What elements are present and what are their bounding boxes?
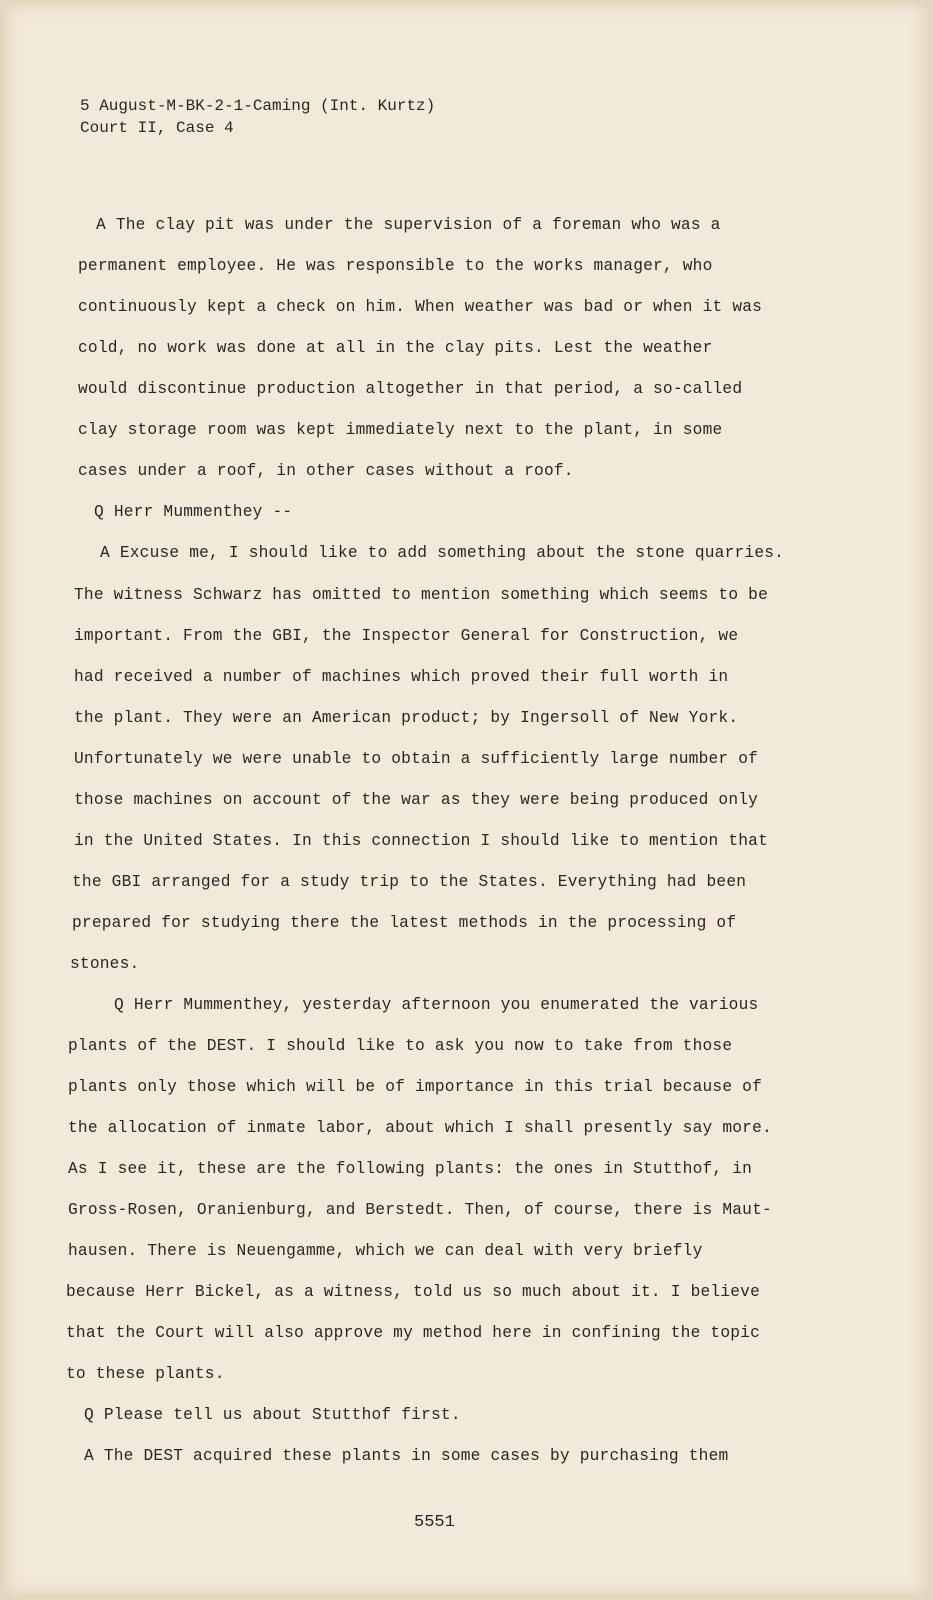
transcript-line: would discontinue production altogether in that period, a so-called [78, 380, 743, 398]
transcript-line: permanent employee. He was responsible to the works manager, who [78, 257, 713, 275]
page-number: 5551 [414, 1513, 455, 1532]
transcript-line: As I see it, these are the following plants: the ones in Stutthof, in [68, 1160, 753, 1178]
transcript-line: cold, no work was done at all in the clay pits. Lest the weather [78, 339, 713, 357]
transcript-line: Q Herr Mummenthey, yesterday afternoon you enumerated the various [114, 996, 759, 1014]
transcript-line: that the Court will also approve my method here in confining the topic [66, 1324, 760, 1342]
transcript-line: A The DEST acquired these plants in some cases by purchasing them [84, 1447, 729, 1465]
transcript-line: important. From the GBI, the Inspector General for Construction, we [74, 627, 739, 645]
transcript-line: cases under a roof, in other cases without a roof. [78, 462, 574, 480]
transcript-line: the GBI arranged for a study trip to the States. Everything had been [72, 873, 747, 891]
transcript-line: prepared for studying there the latest methods in the processing of [72, 914, 737, 932]
transcript-line: the allocation of inmate labor, about which I shall presently say more. [68, 1119, 772, 1137]
header-court-line: Court II, Case 4 [80, 119, 234, 137]
transcript-line: Gross-Rosen, Oranienburg, and Berstedt. Then, of course, there is Maut- [68, 1201, 772, 1219]
transcript-line: those machines on account of the war as they were being produced only [74, 791, 759, 809]
transcript-line: Q Please tell us about Stutthof first. [84, 1406, 461, 1424]
header-session-line: 5 August-M-BK-2-1-Caming (Int. Kurtz) [80, 97, 436, 115]
document-page [4, 3, 928, 1595]
transcript-line: A Excuse me, I should like to add something about the stone quarries. [100, 544, 785, 562]
transcript-line: had received a number of machines which proved their full worth in [74, 668, 729, 686]
transcript-line: because Herr Bickel, as a witness, told us so much about it. I believe [66, 1283, 760, 1301]
transcript-line: continuously kept a check on him. When weather was bad or when it was [78, 298, 763, 316]
transcript-line: A The clay pit was under the supervision of a foreman who was a [96, 216, 721, 234]
transcript-line: plants of the DEST. I should like to ask you now to take from those [68, 1037, 733, 1055]
transcript-line: plants only those which will be of importance in this trial because of [68, 1078, 762, 1096]
transcript-line: Unfortunately we were unable to obtain a sufficiently large number of [74, 750, 759, 768]
transcript-line: Q Herr Mummenthey -- [94, 503, 293, 521]
transcript-line: The witness Schwarz has omitted to mention something which seems to be [74, 586, 768, 604]
transcript-line: to these plants. [66, 1365, 225, 1383]
transcript-line: clay storage room was kept immediately next to the plant, in some [78, 421, 723, 439]
document-header [80, 95, 435, 139]
transcript-line: in the United States. In this connection I should like to mention that [74, 832, 768, 850]
transcript-line: stones. [70, 955, 140, 973]
transcript-line: the plant. They were an American product; by Ingersoll of New York. [74, 709, 739, 727]
transcript-line: hausen. There is Neuengamme, which we can deal with very briefly [68, 1242, 703, 1260]
